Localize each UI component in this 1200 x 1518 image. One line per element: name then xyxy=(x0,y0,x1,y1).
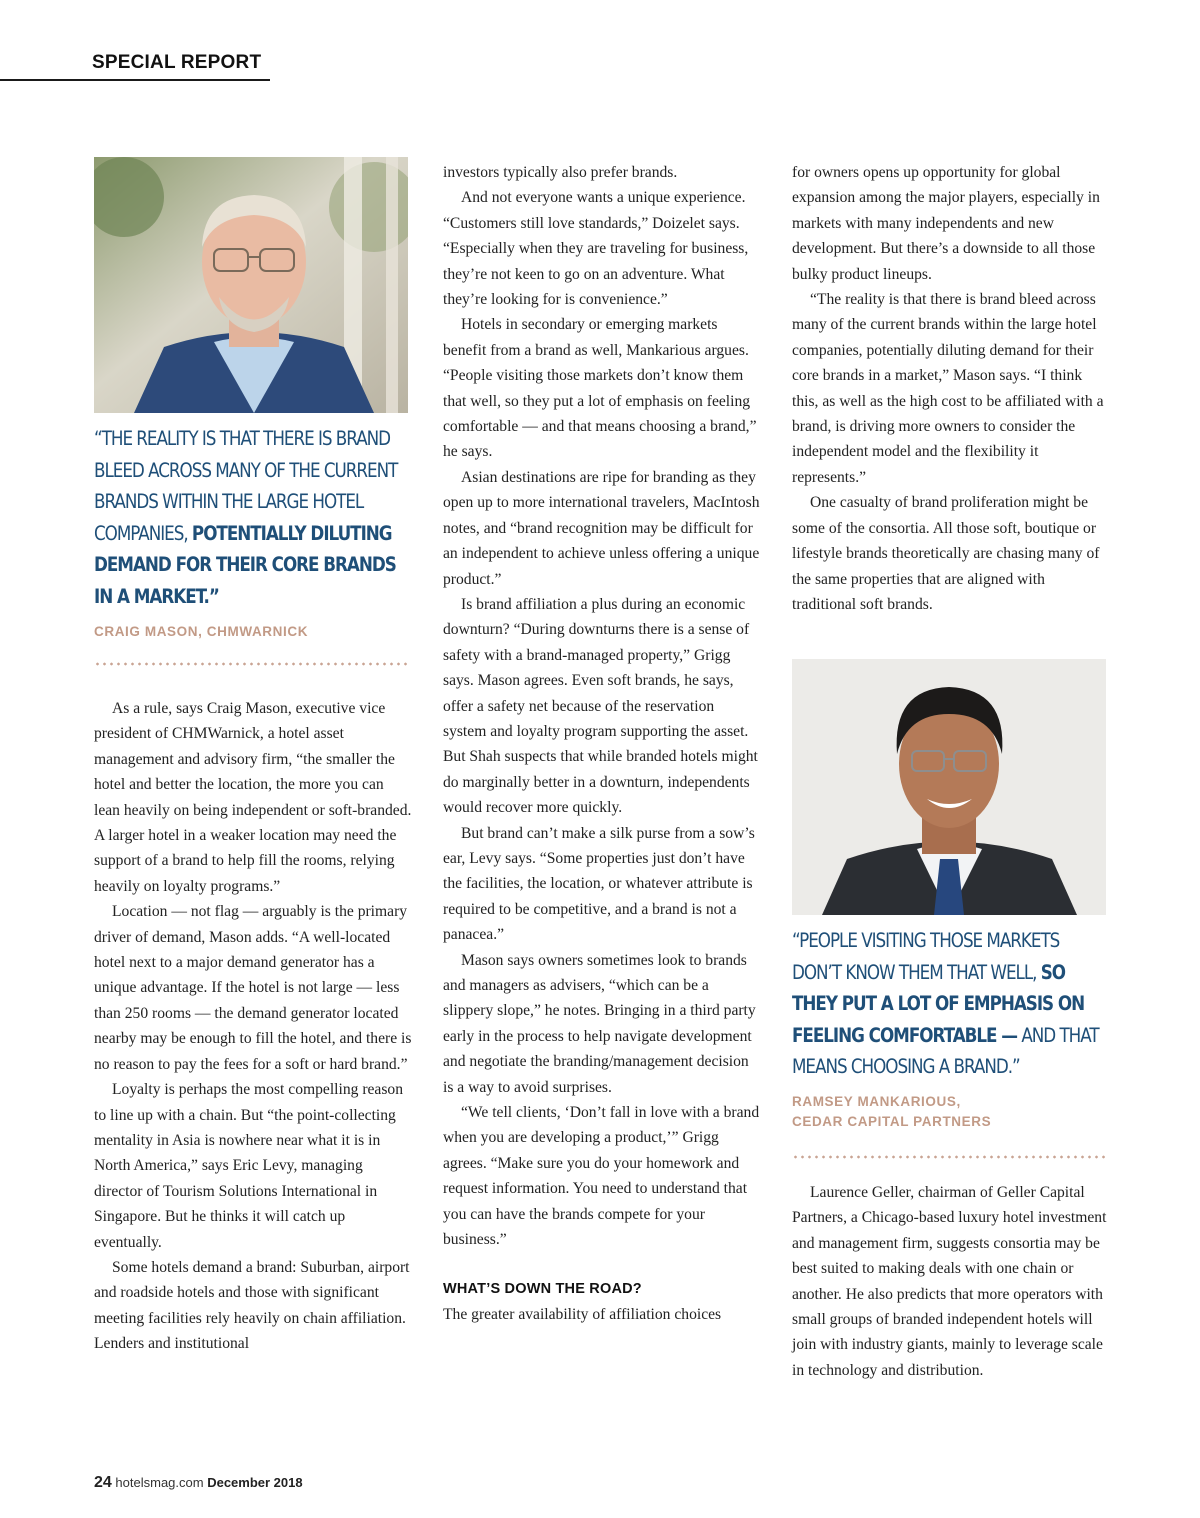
paragraph: Hotels in secondary or emerging markets benefit from a brand as well, Mankarious argues. “People visiting those markets don’t know them that well, so they put a lot of emphasis on feeling comfortable — and that means choosing a brand,” he says. xyxy=(443,316,757,461)
pull-quote-1-bold: POTENTIALLY DILUTING DEMAND FOR THEIR CORE BRANDS IN A MARKET.” xyxy=(94,521,396,608)
page-footer xyxy=(94,1474,303,1492)
section-rule xyxy=(0,79,270,81)
pull-quote-2-tail: AND THAT MEANS CHOOSING A BRAND.” xyxy=(792,1023,1099,1078)
paragraph: Some hotels demand a brand: Suburban, airport and roadside hotels and those with significant meeting facilities rely heavily on chain affiliation. Lenders and institutional xyxy=(94,1258,410,1353)
footer-date: December 2018 xyxy=(207,1475,303,1490)
dotted-divider xyxy=(94,662,408,666)
paragraph: “The reality is that there is brand bleed across many of the current brands within the large hotel companies, potentially diluting demand for their core brands in a market,” Mason says. “I think this, as well as the high cost to be affiliated with a brand, is driving more owners to consider the independent model and the flexibility it represents.” xyxy=(792,291,1104,486)
pull-quote-2-attribution xyxy=(792,1092,991,1132)
paragraph: As a rule, says Craig Mason, executive vice president of CHMWarnick, a hotel asset management and advisory firm, “the smaller the hotel and better the location, the more you can lean heavily on being independent or soft-branded. A larger hotel in a weaker location may need the support of a brand to help fill the rooms, relying heavily on loyalty programs.” xyxy=(94,700,412,895)
article-column-1 xyxy=(94,696,412,1357)
section-label: SPECIAL REPORT xyxy=(92,52,262,73)
article-column-2 xyxy=(443,160,761,1328)
article-column-3-bottom xyxy=(792,1180,1110,1383)
attribution-line-1: RAMSEY MANKARIOUS, xyxy=(792,1094,961,1109)
portrait-photo-ramsey-mankarious xyxy=(792,659,1106,915)
paragraph: for owners opens up opportunity for global expansion among the major players, especially in markets with many independents and new development. But there’s a downside to all those bulky product lineups. xyxy=(792,164,1100,283)
paragraph: Asian destinations are ripe for branding as they open up to more international travelers, MacIntosh notes, and “brand recognition may be difficult for an independent to achieve unless offering a unique product.” xyxy=(443,468,760,588)
page-number: 24 xyxy=(94,1474,112,1491)
paragraph: investors typically also prefer brands. xyxy=(443,164,678,181)
portrait-photo-craig-mason xyxy=(94,157,408,413)
paragraph: But brand can’t make a silk purse from a sow’s ear, Levy says. “Some properties just don’t have the facilities, the location, or whatever attribute is required to be competitive, and a brand is not a panacea.” xyxy=(443,824,755,944)
attribution-line-2: CEDAR CAPITAL PARTNERS xyxy=(792,1114,992,1129)
subhead: WHAT’S DOWN THE ROAD? xyxy=(443,1281,642,1298)
pull-quote-1-attribution: CRAIG MASON, CHMWARNICK xyxy=(94,624,309,639)
paragraph: The greater availability of affiliation choices xyxy=(443,1306,722,1324)
pull-quote-1 xyxy=(94,423,404,612)
pull-quote-2 xyxy=(792,925,1102,1083)
paragraph: And not everyone wants a unique experience. “Customers still love standards,” Doizelet says. “Especially when they are traveling for business, they’re not keen to go on an adventure. What they’re looking for is convenience.” xyxy=(443,189,749,309)
paragraph: “We tell clients, ‘Don’t fall in love with a brand when you are developing a product,’” Grigg agrees. “Make sure you do your homework and request information. You need to understand that you can have the brands compete for your business.” xyxy=(443,1104,760,1249)
paragraph: Is brand affiliation a plus during an economic downturn? “During downturns there is a sense of safety with a brand-managed property,” Grigg says. Mason agrees. Even soft brands, he says, offer a safety net because of the reservation system and loyalty program supporting the asset. But Shah suspects that while branded hotels might do marginally better in a downturn, independents would recover more quickly. xyxy=(443,595,758,817)
footer-site: hotelsmag.com xyxy=(115,1475,204,1490)
paragraph: Mason says owners sometimes look to brands and managers as advisers, “which can be a slippery slope,” he notes. Bringing in a third party early in the process to help navigate development and negotiate the branding/management decision is a way to avoid surprises. xyxy=(443,951,756,1096)
pull-quote-2-lead: “PEOPLE VISITING THOSE MARKETS DON’T KNOW THEM THAT WELL, xyxy=(792,929,1060,984)
dotted-divider xyxy=(792,1155,1106,1159)
paragraph: One casualty of brand proliferation might be some of the consortia. All those soft, boutique or lifestyle brands theoretically are chasing many of the same properties that are aligned with traditional soft brands. xyxy=(792,494,1100,613)
article-column-3-top xyxy=(792,160,1110,617)
pull-quote-1-lead: “THE REALITY IS THAT THERE IS BRAND BLEED ACROSS MANY OF THE CURRENT BRANDS WITHIN THE LARGE HOTEL COMPANIES, xyxy=(94,427,398,545)
pull-quote-2-bold: SO THEY PUT A LOT OF EMPHASIS ON FEELING COMFORTABLE — xyxy=(792,960,1085,1047)
paragraph: Loyalty is perhaps the most compelling reason to line up with a chain. But “the point-collecting mentality in Asia is nowhere near what it is in North America,” says Eric Levy, managing director of Tourism Solutions International in Singapore. But he thinks it will catch up eventually. xyxy=(94,1081,404,1251)
paragraph: Location — not flag — arguably is the primary driver of demand, Mason adds. “A well-located hotel next to a major demand generator has a unique advantage. If the hotel is not large — less than 250 rooms — the demand generator located nearby may be enough to fill the hotel, and there is no reason to pay the fees for a soft or hard brand.” xyxy=(94,903,412,1073)
paragraph: Laurence Geller, chairman of Geller Capital Partners, a Chicago-based luxury hotel investment and management firm, suggests consortia may be best suited to making deals with one chain or another. He also predicts that more operators with small groups of branded independent hotels will join with industry giants, mainly to leverage scale in technology and distribution. xyxy=(792,1184,1107,1379)
